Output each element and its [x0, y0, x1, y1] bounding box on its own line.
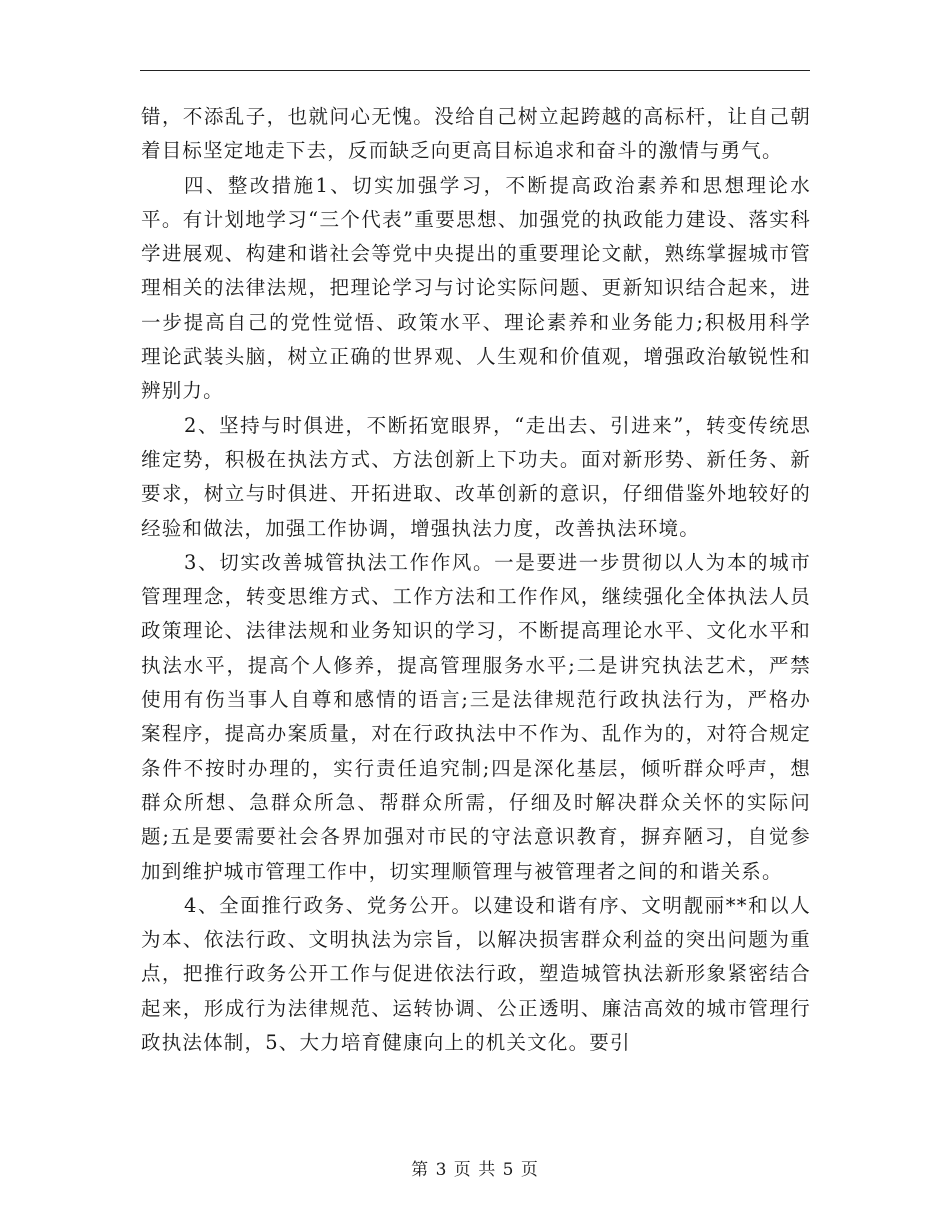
header-rule: [140, 70, 810, 71]
document-body: [141, 100, 811, 1060]
paragraph-keep-pace-with-times: 2、坚持与时俱进，不断拓宽眼界，“走出去、引进来”，转变传统思维定势，积极在执法方式、方法创新上下功夫。面对新形势、新任务、新要求，树立与时俱进、开拓进取、改革创新的意识，仔细借鉴外地较好的经验和做法，加强工作协调，增强执法力度，改善执法环境。: [141, 413, 811, 540]
paragraph-continuation: 错，不添乱子，也就问心无愧。没给自己树立起跨越的高标杆，让自己朝着目标坚定地走下去，反而缺乏向更高目标追求和奋斗的激情与勇气。: [141, 105, 811, 163]
page-footer: [0, 1155, 950, 1180]
page-number-label: 第 3 页 共 5 页: [411, 1160, 539, 1180]
paragraph-open-affairs: 4、全面推行政务、党务公开。以建设和谐有序、文明靓丽**和以人为本、依法行政、文明执法为宗旨，以解决损害群众利益的突出问题为重点，把推行政务公开工作与促进依法行政，塑造城管执法新形象紧密结合起来，形成行为法律规范、运转协调、公正透明、廉洁高效的城市管理行政执法体制，5、大力培育健康向上的机关文化。要引: [141, 893, 811, 1055]
paragraph-improve-work-style: 3、切实改善城管执法工作作风。一是要进一步贯彻以人为本的城市管理理念，转变思维方式、工作方法和工作作风，继续强化全体执法人员政策理论、法律法规和业务知识的学习，不断提高理论水平、文化水平和执法水平，提高个人修养，提高管理服务水平;二是讲究执法艺术，严禁使用有伤当事人自尊和感情的语言;三是法律规范行政执法行为，严格办案程序，提高办案质量，对在行政执法中不作为、乱作为的，对符合规定条件不按时办理的，实行责任追究制;四是深化基层，倾听群众呼声，想群众所想、急群众所急、帮群众所需，仔细及时解决群众关怀的实际问题;五是要需要社会各界加强对市民的守法意识教育，摒弃陋习，自觉参加到维护城市管理工作中，切实理顺管理与被管理者之间的和谐关系。: [141, 550, 811, 883]
paragraph-rectification-measures: 四、整改措施1、切实加强学习，不断提高政治素养和思想理论水平。有计划地学习“三个代表”重要思想、加强党的执政能力建设、落实科学进展观、构建和谐社会等党中央提出的重要理论文献，熟练掌握城市管理相关的法律法规，把理论学习与讨论实际问题、更新知识结合起来，进一步提高自己的党性觉悟、政策水平、理论素养和业务能力;积极用科学理论武装头脑，树立正确的世界观、人生观和价值观，增强政治敏锐性和辨别力。: [141, 173, 811, 403]
